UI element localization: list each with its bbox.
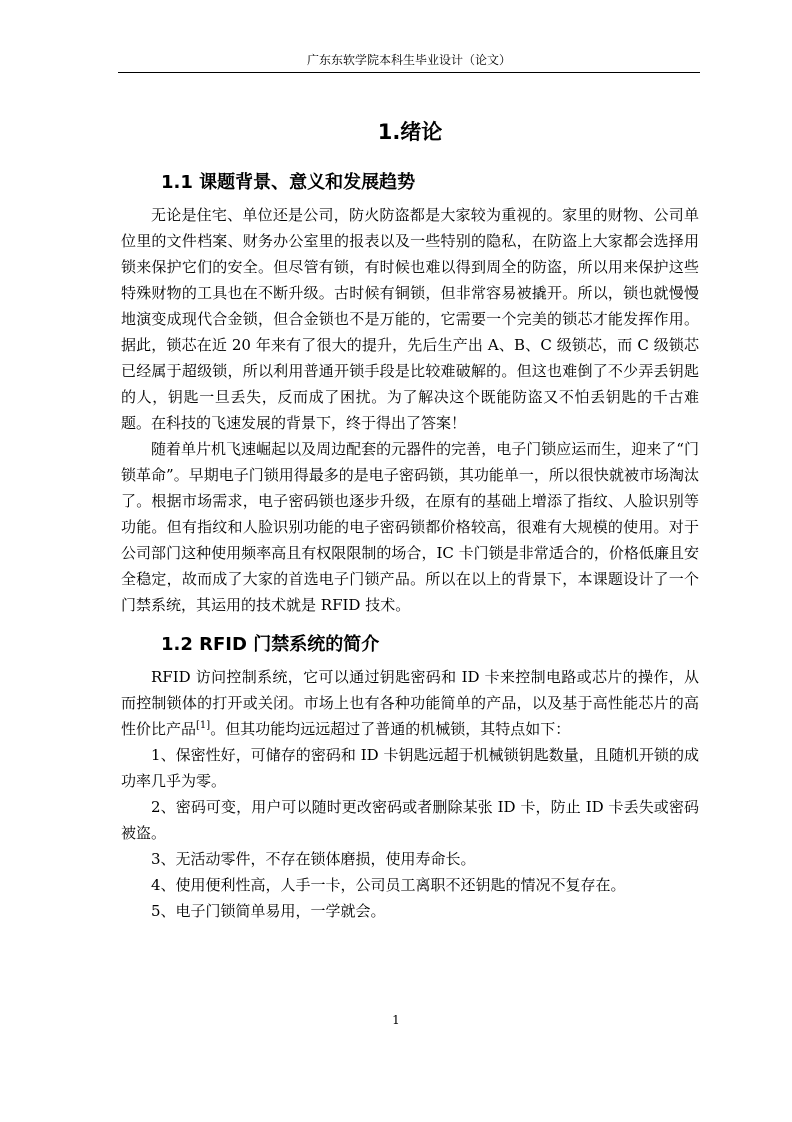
intro-paragraph [121,664,699,742]
feature-item: 3、无活动零件，不存在锁体磨损，使用寿命长。 [151,850,476,868]
citation-ref[interactable]: [1] [196,720,211,731]
page-content [121,118,699,924]
chapter-title: 1.绪论 [377,120,443,144]
feature-item: 5、电子门锁简单易用，一学就会。 [151,902,386,920]
section-background-body [121,202,699,618]
running-header: 广东东软学院本科生毕业设计（论文） [306,53,511,67]
body-paragraph: 随着单片机飞速崛起以及周边配套的元器件的完善，电子门锁应运而生，迎来了“门锁革命”。早期电子门锁用得最多的是电子密码锁，其功能单一，所以很快就被市场淘汰了。根据市场需求，电子密码锁也逐步升级，在原有的基础上增添了指纹、人脸识别等功能。但有指纹和人脸识别功能的电子密码锁都价格较高，很难有大规模的使用。对于公司部门这种使用频率高且有权限限制的场合，IC 卡门锁是非常适合的，价格低廉且安全稳定，故而成了大家的首选电子门锁产品。所以在以上的背景下，本课题设计了一个门禁系统，其运用的技术就是 RFID 技术。 [121,440,699,614]
feature-item: 1、保密性好，可储存的密码和 ID 卡钥匙远超于机械锁钥匙数量，且随机开锁的成功率几乎为零。 [121,746,699,790]
feature-item: 4、使用便利性高，人手一卡，公司员工离职不还钥匙的情况不复存在。 [151,876,626,894]
page-number: 1 [392,1013,400,1027]
section-title-rfid-intro: 1.2 RFID 门禁系统的简介 [161,634,380,655]
body-paragraph: 无论是住宅、单位还是公司，防火防盗都是大家较为重视的。家里的财物、公司单位里的文件档案、财务办公室里的报表以及一些特别的隐私，在防盗上大家都会选择用锁来保护它们的安全。但尽管有锁，有时候也难以得到周全的防盗，所以用来保护这些特殊财物的工具也在不断升级。古时候有铜锁，但非常容易被撬开。所以，锁也就慢慢地演变成现代合金锁，但合金锁也不是万能的，它需要一个完美的锁芯才能发挥作用。据此，锁芯在近 20 年来有了很大的提升，先后生产出 A、B、C 级锁芯，而 C 级锁芯已经属于超级锁，所以利用普通开锁手段是比较难破解的。但这也难倒了不少弄丢钥匙的人，钥匙一旦丢失，反而成了困扰。为了解决这个既能防盗又不怕丢钥匙的千古难题。在科技的飞速发展的背景下，终于得出了答案！ [121,206,699,432]
section-rfid-body [121,664,699,924]
intro-tail-text: 。但其功能均远远超过了普通的机械锁，其特点如下： [210,720,571,738]
section-title-background: 1.1 课题背景、意义和发展趋势 [161,172,416,193]
intro-text: RFID 访问控制系统，它可以通过钥匙密码和 ID 卡来控制电路或芯片的操作，从而控制锁体的打开或关闭。市场上也有各种功能简单的产品，以及基于高性能芯片的高性价比产品 [121,668,699,738]
header-rule [118,72,700,73]
feature-item: 2、密码可变，用户可以随时更改密码或者删除某张 ID 卡，防止 ID 卡丢失或密码被盗。 [121,798,699,842]
